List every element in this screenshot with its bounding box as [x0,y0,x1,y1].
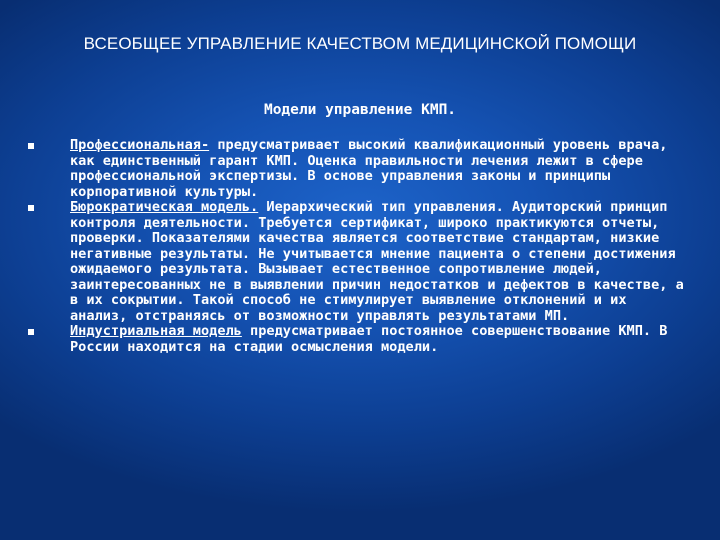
bullet-term: Индустриальная модель [70,323,242,339]
square-bullet-icon [28,205,34,211]
bullet-item-industrial [0,324,720,355]
square-bullet-icon [28,329,34,335]
bullet-text: предусматривает постоянное совершенствование КМП. В России находится на стадии осмысления модели. [70,323,668,355]
square-bullet-icon [28,143,34,149]
bullet-text: предусматривает высокий квалификационный уровень врача, как единственный гарант КМП. Оценка правильности лечения лежит в сфере профессиональной экспертизы. В основе управления законы и принципы корпоративной культуры. [70,137,668,200]
slide-subtitle: Модели управление КМП. [263,102,457,118]
bullet-item-bureaucratic [0,200,720,324]
bullet-item-professional [0,138,720,200]
slide-title: ВСЕОБЩЕЕ УПРАВЛЕНИЕ КАЧЕСТВОМ МЕДИЦИНСКОЙ ПОМОЩИ [83,34,637,53]
bullet-list [0,138,720,355]
bullet-term: Профессиональная- [70,137,210,153]
bullet-term: Бюрократическая модель. [70,199,259,215]
bullet-text: Иерархический тип управления. Аудиторский принцип контроля деятельности. Требуется сертификат, широко практикуются отчеты, проверки. Показателями качества является соответствие стандартам, низкие негативные результаты. Не учитывается мнение пациента о степени достижения ожидаемого результата. Вызывает естественное сопротивление людей, заинтересованных не в выявлении причин недостатков и дефектов в качестве, а в их сокрытии. Такой способ не стимулирует выявление отклонений и их анализ, отстраняясь от возможности управлять результатами МП. [70,199,684,324]
